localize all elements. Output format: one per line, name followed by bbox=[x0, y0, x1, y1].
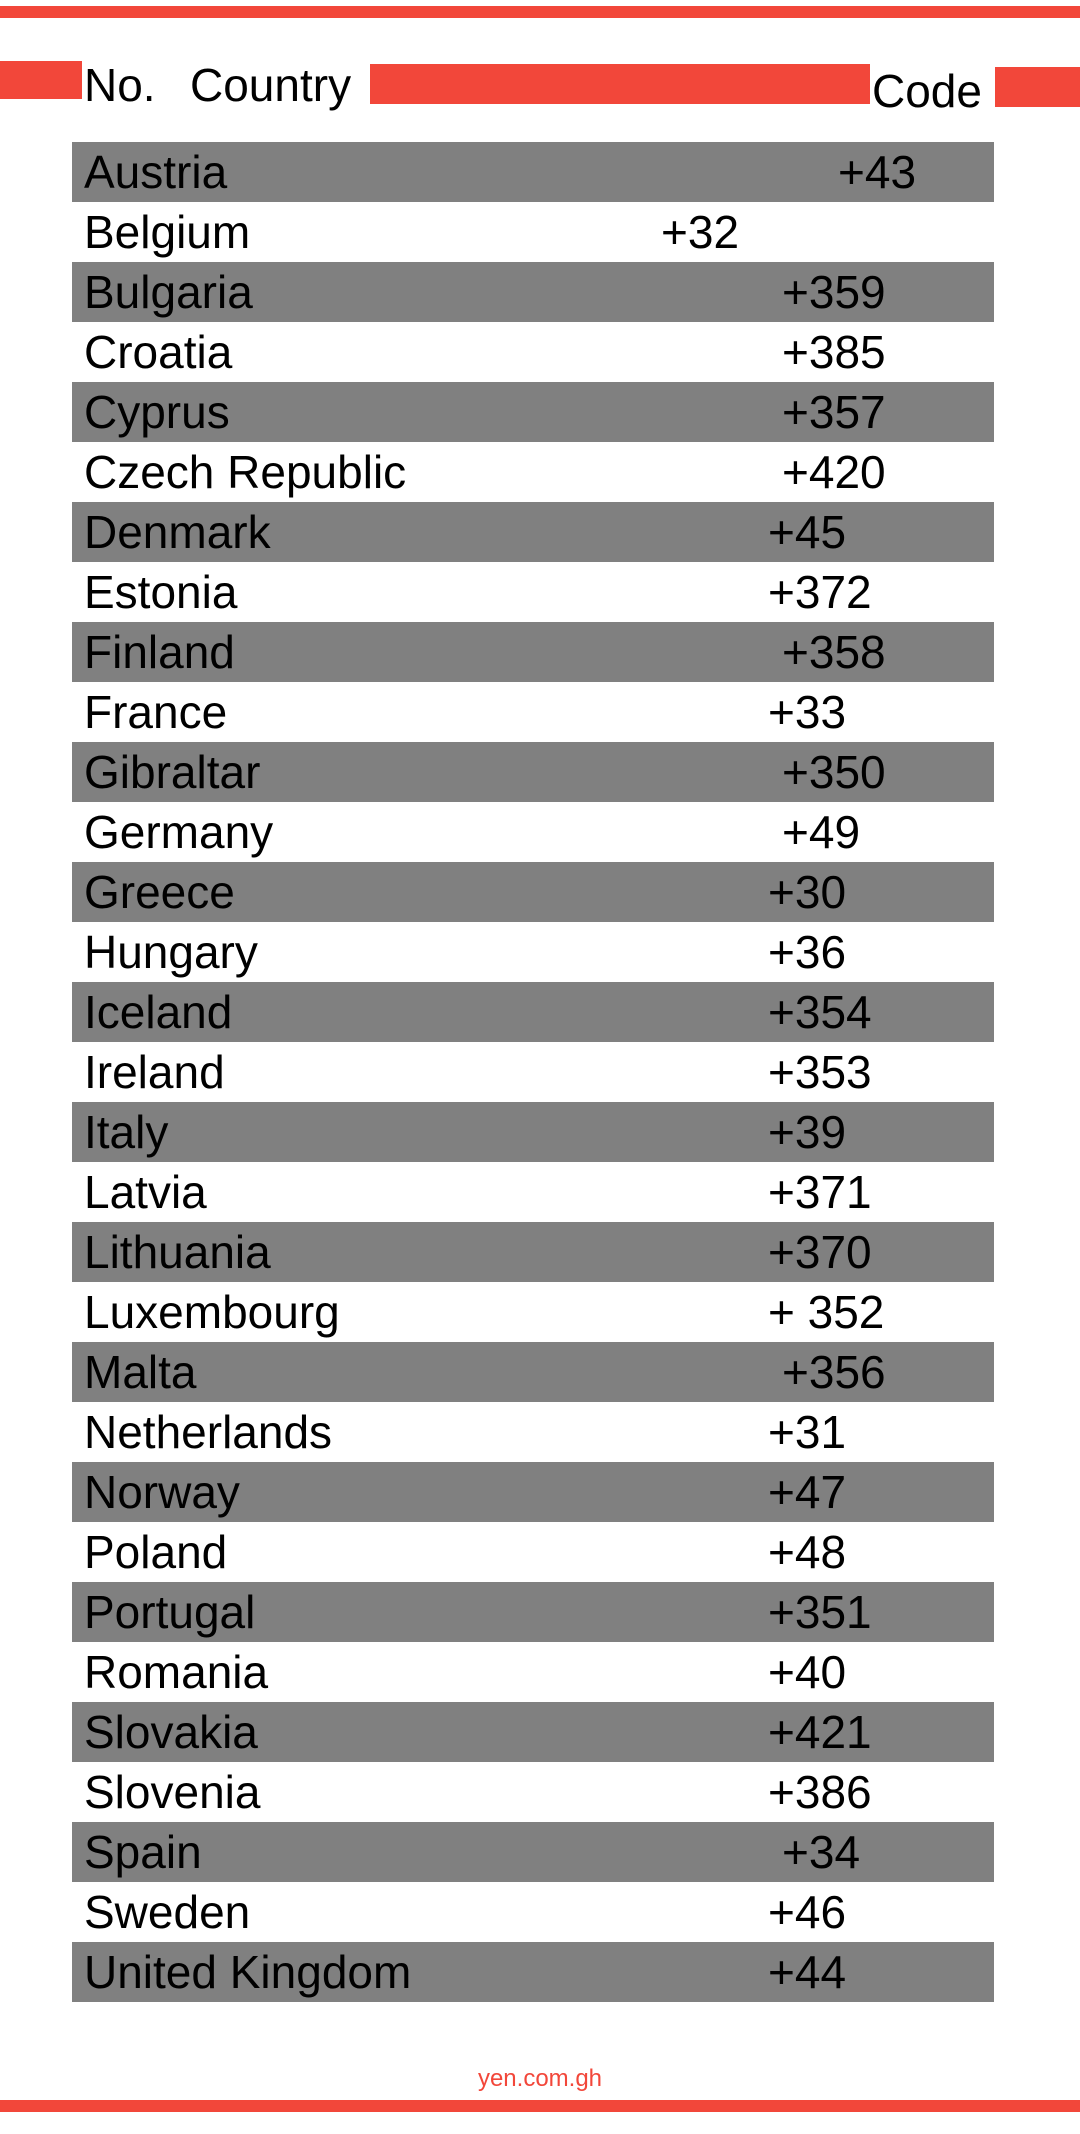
country-name: Belgium bbox=[84, 206, 251, 258]
header-no-label: No. bbox=[84, 59, 156, 111]
country-name: Croatia bbox=[84, 326, 233, 378]
table-row bbox=[72, 562, 994, 622]
country-name: Spain bbox=[84, 1826, 202, 1878]
dialing-code: + 352 bbox=[768, 1286, 885, 1338]
country-name: Austria bbox=[84, 146, 228, 198]
country-name: Slovenia bbox=[84, 1766, 261, 1818]
dialing-code: +34 bbox=[782, 1826, 861, 1878]
country-name: Slovakia bbox=[84, 1706, 258, 1758]
dialing-code: +359 bbox=[782, 266, 886, 318]
dialing-code: +32 bbox=[661, 206, 740, 258]
dialing-code: +357 bbox=[782, 386, 886, 438]
table-row bbox=[72, 1882, 994, 1942]
table-row bbox=[72, 1582, 994, 1642]
dialing-code: +33 bbox=[768, 686, 847, 738]
country-name: Italy bbox=[84, 1106, 169, 1158]
dialing-code: +370 bbox=[768, 1226, 872, 1278]
header-country-label: Country bbox=[190, 59, 352, 111]
dialing-code: +385 bbox=[782, 326, 886, 378]
dialing-code: +45 bbox=[768, 506, 847, 558]
country-name: Finland bbox=[84, 626, 235, 678]
table-row bbox=[72, 322, 994, 382]
country-name: Cyprus bbox=[84, 386, 230, 438]
country-name: Lithuania bbox=[84, 1226, 271, 1278]
country-name: Luxembourg bbox=[84, 1286, 340, 1338]
header-accent-bar-left bbox=[0, 61, 82, 99]
table-row bbox=[72, 682, 994, 742]
country-name: Portugal bbox=[84, 1586, 256, 1638]
table-row bbox=[72, 1702, 994, 1762]
country-name: Bulgaria bbox=[84, 266, 253, 318]
country-name: Greece bbox=[84, 866, 235, 918]
table-row bbox=[72, 502, 994, 562]
dialing-code: +30 bbox=[768, 866, 847, 918]
table-row bbox=[72, 862, 994, 922]
dialing-code: +40 bbox=[768, 1646, 847, 1698]
country-code-table bbox=[72, 142, 994, 2002]
bottom-accent-rule bbox=[0, 2100, 1080, 2112]
country-name: Romania bbox=[84, 1646, 269, 1698]
country-name: Sweden bbox=[84, 1886, 251, 1938]
country-name: Ireland bbox=[84, 1046, 225, 1098]
table-row bbox=[72, 1642, 994, 1702]
dialing-code: +31 bbox=[768, 1406, 847, 1458]
dialing-code: +420 bbox=[782, 446, 886, 498]
table-row bbox=[72, 922, 994, 982]
table-row bbox=[72, 382, 994, 442]
table-row bbox=[72, 202, 994, 262]
dialing-code: +46 bbox=[768, 1886, 847, 1938]
table-row bbox=[72, 622, 994, 682]
table-row bbox=[72, 1042, 994, 1102]
table-row bbox=[72, 1402, 994, 1462]
table-row bbox=[72, 1462, 994, 1522]
country-name: Germany bbox=[84, 806, 274, 858]
dialing-code: +351 bbox=[768, 1586, 872, 1638]
country-name: Malta bbox=[84, 1346, 197, 1398]
table-row bbox=[72, 1822, 994, 1882]
table-row bbox=[72, 742, 994, 802]
table-row bbox=[72, 1942, 994, 2002]
table-row bbox=[72, 1522, 994, 1582]
dialing-code: +36 bbox=[768, 926, 847, 978]
country-name: Poland bbox=[84, 1526, 228, 1578]
dialing-code: +48 bbox=[768, 1526, 847, 1578]
dialing-code: +43 bbox=[838, 146, 917, 198]
dialing-code: +421 bbox=[768, 1706, 872, 1758]
country-name: United Kingdom bbox=[84, 1946, 412, 1998]
country-name: Estonia bbox=[84, 566, 238, 618]
table-row bbox=[72, 982, 994, 1042]
country-name: France bbox=[84, 686, 228, 738]
dialing-code: +371 bbox=[768, 1166, 872, 1218]
country-name: Latvia bbox=[84, 1166, 207, 1218]
country-name: Iceland bbox=[84, 986, 233, 1038]
dialing-code: +49 bbox=[782, 806, 861, 858]
table-row bbox=[72, 1222, 994, 1282]
dialing-code: +354 bbox=[768, 986, 872, 1038]
country-name: Hungary bbox=[84, 926, 258, 978]
country-name: Czech Republic bbox=[84, 446, 407, 498]
dialing-code: +372 bbox=[768, 566, 872, 618]
header-accent-bar-right bbox=[995, 67, 1080, 107]
table-row bbox=[72, 142, 994, 202]
dialing-code: +356 bbox=[782, 1346, 886, 1398]
header-code-label: Code bbox=[872, 65, 982, 117]
country-name: Norway bbox=[84, 1466, 240, 1518]
header-accent-bar-middle bbox=[370, 64, 870, 104]
table-row bbox=[72, 1162, 994, 1222]
table-row bbox=[72, 1762, 994, 1822]
top-accent-rule bbox=[0, 6, 1080, 18]
table-row bbox=[72, 442, 994, 502]
dialing-code: +39 bbox=[768, 1106, 847, 1158]
dialing-code: +350 bbox=[782, 746, 886, 798]
dialing-code: +44 bbox=[768, 1946, 847, 1998]
table-row bbox=[72, 1102, 994, 1162]
source-credit: yen.com.gh bbox=[477, 2065, 603, 2092]
country-name: Denmark bbox=[84, 506, 271, 558]
dialing-code: +358 bbox=[782, 626, 886, 678]
dialing-code: +353 bbox=[768, 1046, 872, 1098]
dialing-code: +386 bbox=[768, 1766, 872, 1818]
dialing-code: +47 bbox=[768, 1466, 847, 1518]
table-row bbox=[72, 802, 994, 862]
country-name: Netherlands bbox=[84, 1406, 333, 1458]
table-row bbox=[72, 1342, 994, 1402]
country-name: Gibraltar bbox=[84, 746, 261, 798]
table-row bbox=[72, 1282, 994, 1342]
table-row bbox=[72, 262, 994, 322]
